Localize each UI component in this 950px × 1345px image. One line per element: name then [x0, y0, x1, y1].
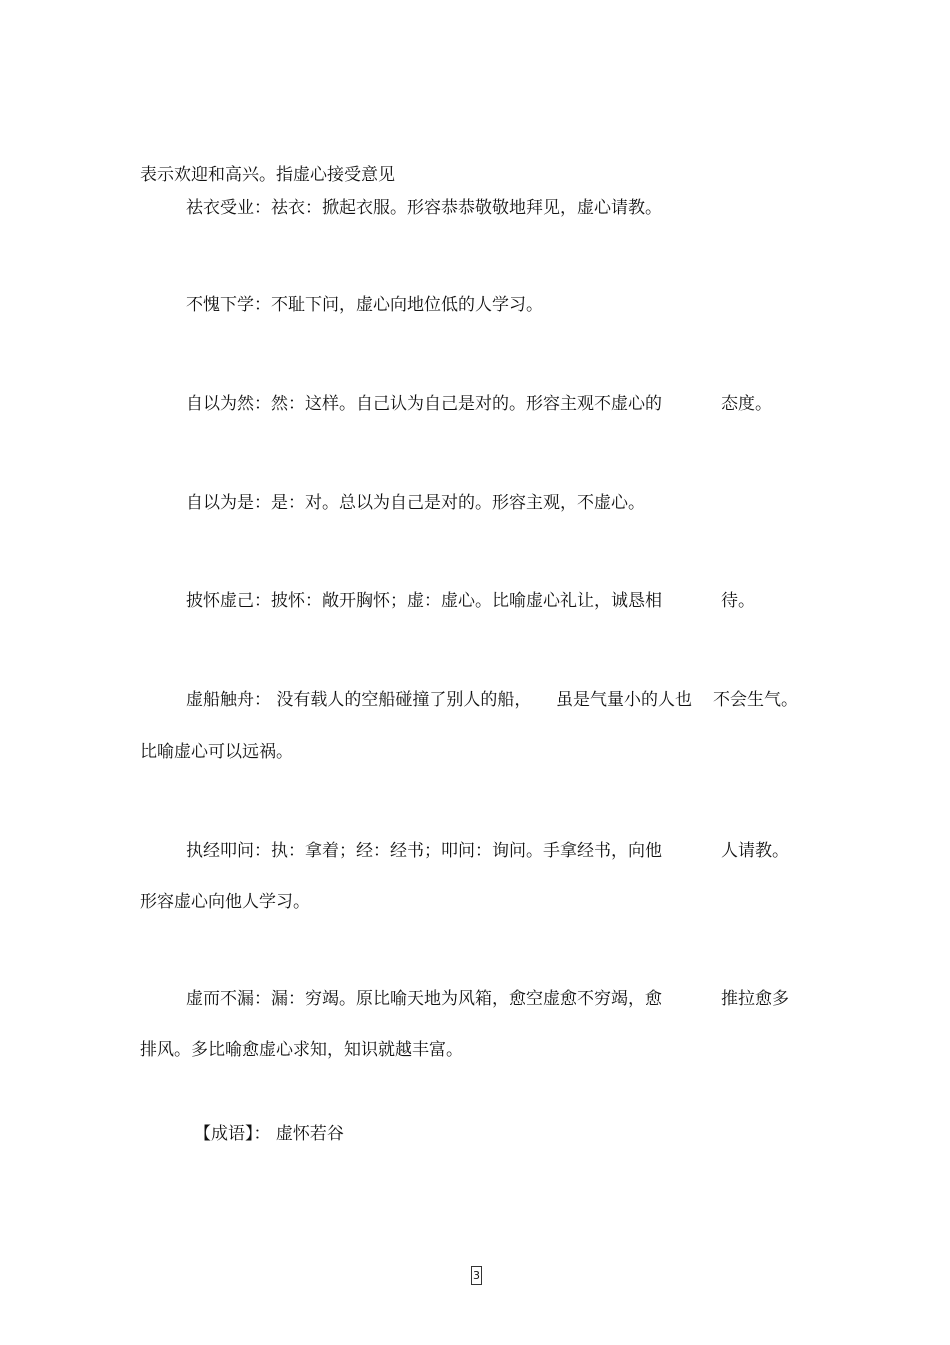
- text-line: 推拉愈多: [721, 989, 789, 1009]
- text-line: 表示欢迎和高兴。指虚心接受意见: [140, 165, 395, 185]
- text-line: 排风。多比喻愈虚心求知，知识就越丰富。: [140, 1040, 463, 1060]
- text-line: 人请教。: [721, 841, 789, 861]
- text-line: 虚而不漏：漏：穷竭。原比喻天地为风箱，愈空虚愈不穷竭，愈: [186, 989, 662, 1009]
- text-line: 态度。: [721, 394, 772, 414]
- text-line: 待。: [721, 591, 755, 611]
- text-line: 自以为是：是：对。总以为自己是对的。形容主观，不虚心。: [186, 493, 645, 513]
- text-line: 虽是气量小的人也: [556, 690, 692, 710]
- text-line: 形容虚心向他人学习。: [140, 892, 310, 912]
- text-line: 不愧下学：不耻下问，虚心向地位低的人学习。: [186, 295, 543, 315]
- text-line: 自以为然：然：这样。自己认为自己是对的。形容主观不虚心的: [186, 394, 662, 414]
- text-line: 比喻虚心可以远祸。: [140, 742, 293, 762]
- text-line: 祛衣受业：祛衣：掀起衣服。形容恭恭敬敬地拜见，虚心请教。: [186, 198, 662, 218]
- text-line: 不会生气。: [713, 690, 798, 710]
- text-line: 披怀虚己：披怀：敞开胸怀；虚：虚心。比喻虚心礼让，诚恳相: [186, 591, 662, 611]
- text-line: 虚船触舟： 没有载人的空船碰撞了别人的船，: [186, 690, 532, 710]
- text-line: 执经叩问：执：拿着；经：经书；叩问：询问。手拿经书，向他: [186, 841, 662, 861]
- page-number: 3: [471, 1266, 482, 1285]
- idiom-heading: 【成语】： 虚怀若谷: [194, 1124, 344, 1144]
